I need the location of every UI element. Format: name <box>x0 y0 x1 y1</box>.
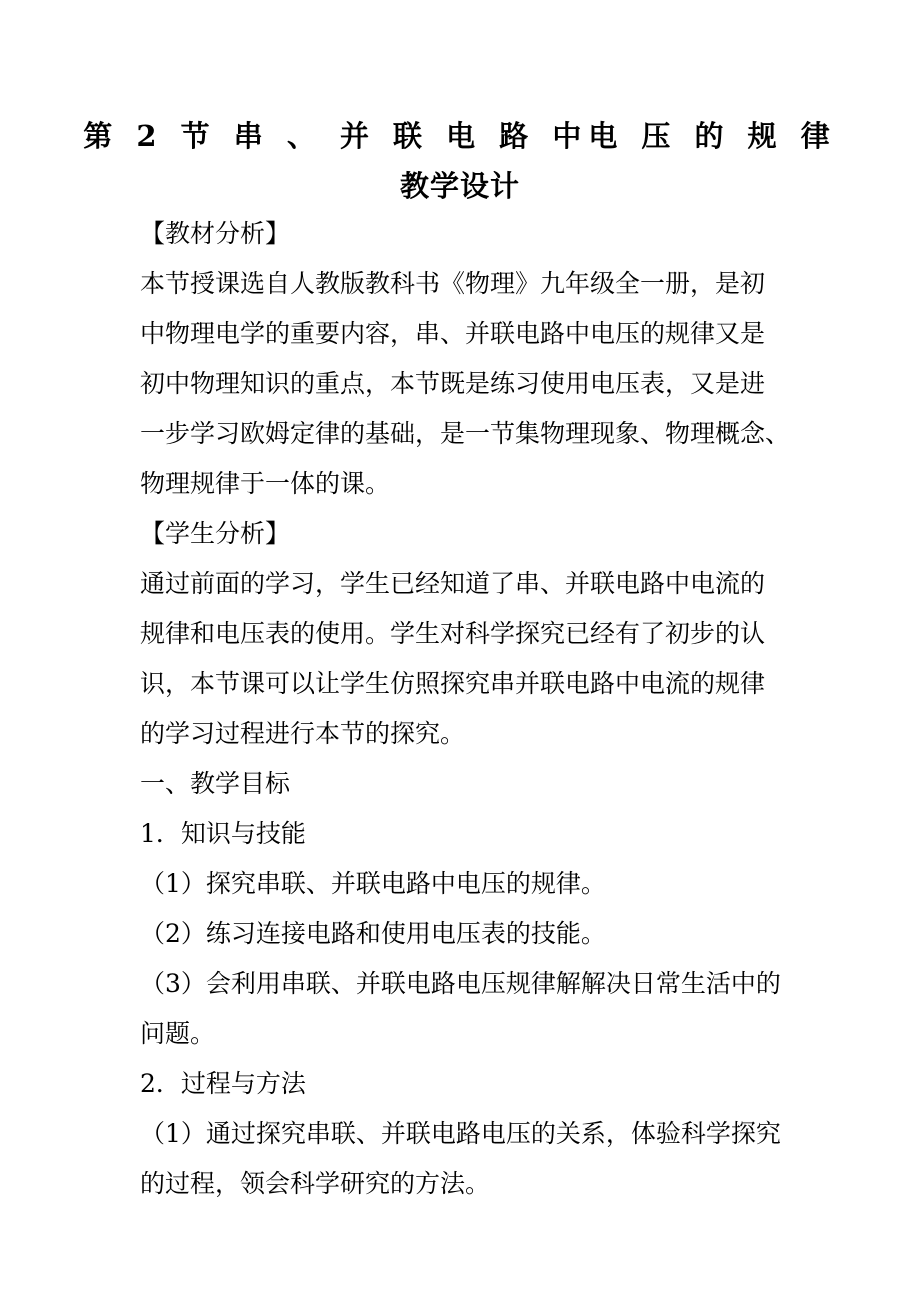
list-item: （3）会利用串联、并联电路电压规律解解决日常生活中的 <box>140 969 781 998</box>
paragraph-line: 识，本节课可以让学生仿照探究串并联电路中电流的规律 <box>140 669 766 698</box>
section-heading-student: 【学生分析】 <box>140 519 291 548</box>
document-title: 第 2 节 串 、 并 联 电 路 中电 压 的 规 律 <box>83 119 837 153</box>
list-item-continuation: 问题。 <box>140 1019 216 1048</box>
list-item: （1）探究串联、并联电路中电压的规律。 <box>140 869 606 898</box>
paragraph-line: 规律和电压表的使用。学生对科学探究已经有了初步的认 <box>140 619 766 648</box>
subsection-heading-knowledge: 1．知识与技能 <box>140 819 306 848</box>
list-item: （2）练习连接电路和使用电压表的技能。 <box>140 919 606 948</box>
paragraph-line: 一步学习欧姆定律的基础，是一节集物理现象、物理概念、 <box>140 419 791 448</box>
paragraph-line: 初中物理知识的重点，本节既是练习使用电压表，又是进 <box>140 369 766 398</box>
paragraph-line: 通过前面的学习，学生已经知道了串、并联电路中电流的 <box>140 569 766 598</box>
document-subtitle: 教学设计 <box>399 169 520 203</box>
subsection-heading-process: 2．过程与方法 <box>140 1069 306 1098</box>
paragraph-line: 中物理电学的重要内容，串、并联电路中电压的规律又是 <box>140 319 766 348</box>
paragraph-line: 本节授课选自人教版教科书《物理》九年级全一册，是初 <box>140 269 766 298</box>
section-heading-material: 【教材分析】 <box>140 219 291 248</box>
paragraph-line: 物理规律于一体的课。 <box>140 469 391 498</box>
paragraph-line: 的学习过程进行本节的探究。 <box>140 719 466 748</box>
list-item-continuation: 的过程，领会科学研究的方法。 <box>140 1169 491 1198</box>
section-heading-goals: 一、教学目标 <box>140 769 291 798</box>
list-item: （1）通过探究串联、并联电路电压的关系，体验科学探究 <box>140 1119 781 1148</box>
